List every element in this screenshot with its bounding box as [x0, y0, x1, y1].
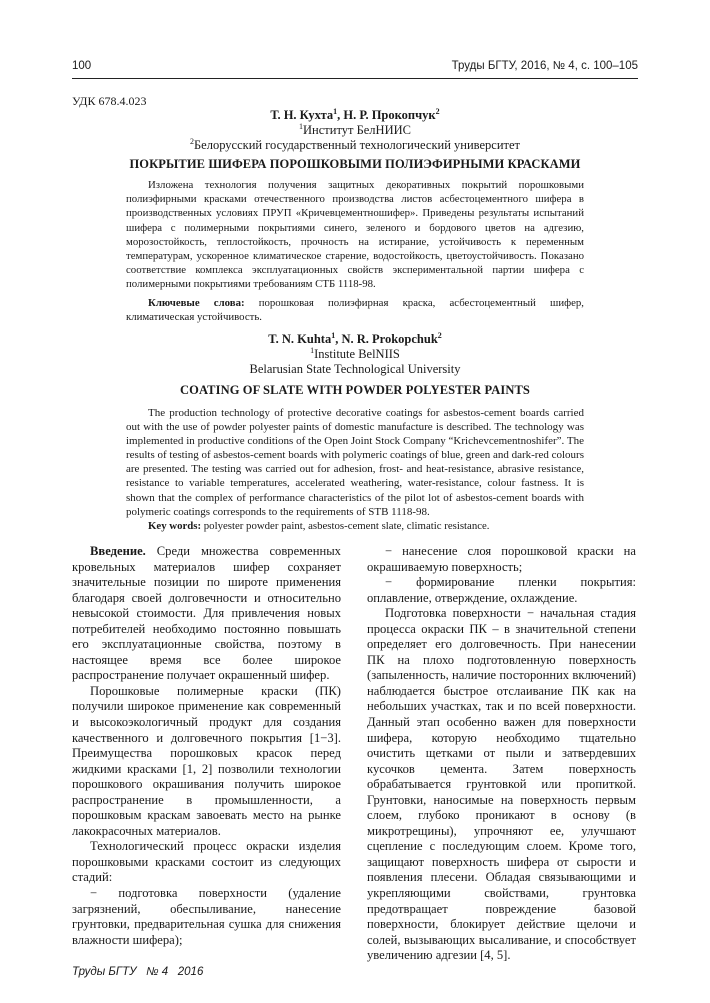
affiliation-2-ru: $^2$Белорусский государственный технологический университет	[190, 136, 520, 152]
body-column-right	[367, 544, 636, 964]
author-2-en: N. R. Prokopchuk	[341, 332, 438, 346]
author-1-en: T. N. Kuhta	[268, 332, 332, 346]
body-column-left	[72, 544, 341, 948]
running-header	[72, 60, 638, 79]
author-2-ru: Н. Р. Прокопчук	[343, 108, 436, 122]
list-item: − формирование пленки покрытия: оплавление, отверждение, охлаждение.	[367, 575, 636, 605]
authors-en: T. N. Kuhta$^1$, N. R. Prokopchuk$^2$	[268, 330, 442, 346]
keywords-en: Key words: polyester powder paint, asbestos-cement slate, climatic resistance.	[148, 520, 490, 532]
authors-ru: Т. Н. Кухта$^1$, Н. Р. Прокопчук$^2$	[270, 106, 440, 122]
page-number: 100	[72, 60, 92, 72]
keywords-ru: Ключевые слова: порошковая полиэфирная краска, асбестоцементный шифер, климатическая устойчивость.	[126, 297, 584, 324]
body-paragraph: Порошковые полимерные краски (ПК) получили широкое применение как современный и высокоэкологичный продукт для создания качественного и долговечного покрытия [1−3]. Преимущества порошковых красок перед жидкими красками [1, 2] позволили технологии порошкового окрашивания получить широкое распространение в промышленности, а порошковым краскам завоевать место на рынке лакокрасочных материалов.	[72, 683, 341, 838]
running-footer: Труды БГТУ № 4 2016	[72, 966, 204, 978]
abstract-ru: Изложена технология получения защитных декоративных покрытий порошковыми полиэфирными красками отечественного производства листов асбестоцементного шифера в производственных условиях ПРУП «Кричевцементношифер». Приведены результаты испытаний шифера с полимерными покрытиями синего, зеленого и бордового цветов на адгезию, морозостойкость, теплостойкость, прочность на истирание, устойчивость к переменным температурам, ускоренное климатическое старение, водостойкость, цветоустойчивость. Показано соответствие комплекса эксплуатационных свойств экспериментальной партии шифера с полимерными покрытиями требованиям СТБ 1118-98.	[126, 179, 584, 291]
list-item: − подготовка поверхности (удаление загрязнений, обеспыливание, нанесение грунтовки, предварительная сушка для снижения влажности шифера);	[72, 886, 341, 947]
affiliation-1-en: $^1$Institute BelNIIS	[310, 345, 400, 361]
body-paragraph: Технологический процесс окраски изделия порошковыми красками состоит из следующих стадий:	[72, 839, 341, 885]
udc-code: УДК 678.4.023	[72, 94, 147, 108]
affiliation-1-ru: $^1$Институт БелНИИС	[299, 121, 411, 137]
paper-title-ru: ПОКРЫТИЕ ШИФЕРА ПОРОШКОВЫМИ ПОЛИЭФИРНЫМИ КРАСКАМИ	[129, 157, 581, 171]
journal-citation: Труды БГТУ, 2016, № 4, с. 100–105	[451, 60, 638, 72]
paper-title-en: COATING OF SLATE WITH POWDER POLYESTER PAINTS	[180, 383, 530, 397]
affiliation-2-en: Belarusian State Technological University	[249, 362, 461, 376]
intro-paragraph: Введение. Среди множества современных кровельных материалов шифер сохраняет значительные позиции по широте применения благодаря своей долговечности и относительно невысокой стоимости. Для привлечения новых потребителей необходимо постоянно повышать его эксплуатационные свойства, поэтому в настоящее время все более широкое распространение получает окрашенный шифер.	[72, 544, 341, 683]
body-paragraph: Подготовка поверхности − начальная стадия процесса окраски ПК – в значительной степени определяет его долговечность. При нанесении ПК на плохо подготовленную поверхность (запыленность, наличие посторонних включений) наблюдается быстрое отслаивание ПК как на небольших участках, так и по всей поверхности. Данный этап особенно важен для поверхности шифера, которую необходимо тщательно очистить щетками от пыли и затвердевших кусочков цемента. Затем поверхность обрабатывается грунтовкой или пропиткой. Грунтовки, наносимые на поверхность первым слоем, глубоко проникают в основу (в микротрещины), упрочняют ее, улучшают сцепление с последующим слоем. Кроме того, защищают поверхность шифера от сырости и появления плесени. Обладая связывающими и укрепляющими свойствами, грунтовка предотвращает повреждение базовой поверхности, блокирует действие щелочи и солей, вызывающих высаливание, и способствует увеличению адгезии [4, 5].	[367, 606, 636, 963]
abstract-en: The production technology of protective decorative coatings for asbestos-cement boards carried out with the use of powder polyester paints of domestic manufacture is described. The technology was implemented in productive conditions of the Open Joint Stock Company “Krichevcementnoshifer”. The results of testing of asbestos-cement boards with polymeric coatings of blue, green and dark-red colours are presented. The testing was carried out for adhesion, frost- and heat-resistance, abrasive resistance, resistance to variable temperatures, accelerated weathering, water-resistance, colour fastness. It is shown that the complex of performance characteristics of the pilot lot of asbestos-cement boards with polymeric coatings corresponds to the requirements of STB 1118-98.	[126, 407, 584, 518]
author-1-ru: Т. Н. Кухта	[270, 108, 334, 122]
list-item: − нанесение слоя порошковой краски на окрашиваемую поверхность;	[367, 544, 636, 574]
